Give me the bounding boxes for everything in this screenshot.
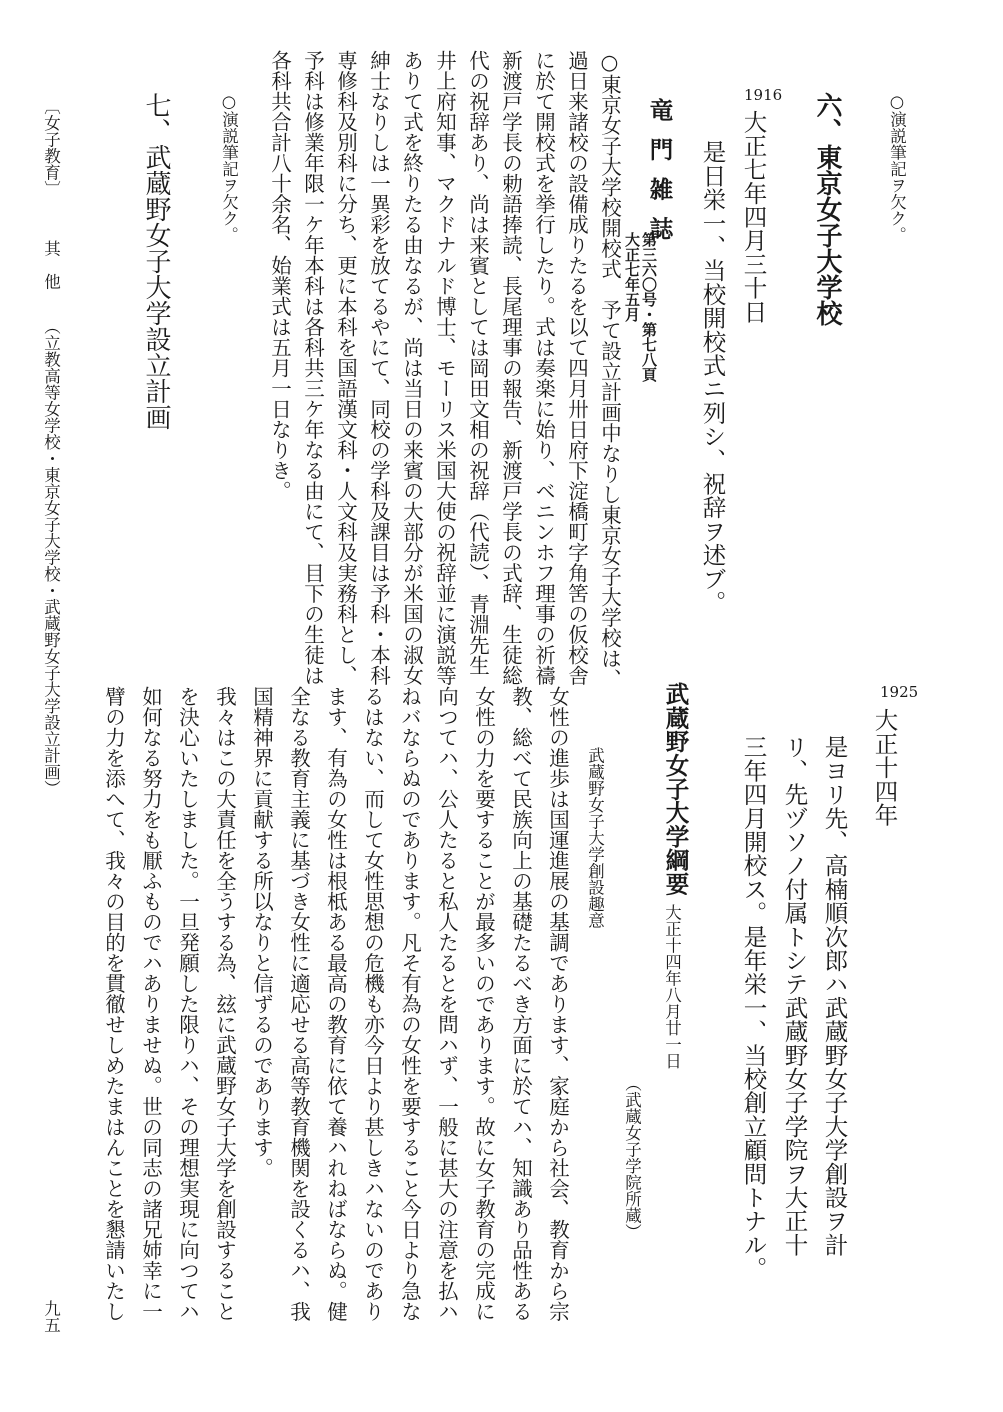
body-line: 新渡戸学長の勅語捧読、長尾理事の報告、新渡戸学長の式辞、生徒総 [498, 50, 523, 686]
running-book-title: 〔女子教育〕 [41, 98, 61, 197]
body-line: 紳士なりしは一異彩を放てるやにて、同校の学科及課目は予科・本科 [366, 50, 391, 686]
entry-date: 大正七年四月三十日 [739, 110, 768, 324]
year-number-1925: 1925 [880, 683, 919, 701]
body-line: に於て開校式を挙行したり。式は奏楽に始り、ベニンホフ理事の祈禱 [531, 50, 556, 686]
section-heading-7: 七、武蔵野女子大学設立計画 [141, 92, 171, 430]
body-line: 専修科及別科に分ち、更に本科を国語漢文科・人文科及実務科とし、 [333, 50, 358, 686]
era-year: 大正十四年 [870, 708, 899, 827]
body-line: るはない、而して女性思想の危機も亦今日より甚しきハないのであり [360, 686, 385, 1322]
sub-heading: 武蔵野女子大学創設趣意 [585, 747, 605, 929]
source-reference [623, 232, 657, 382]
body-line: 井上府知事、マクドナルド博士、モーリス米国大使の祝辞並に演説等 [432, 50, 457, 686]
year-number: 1916 [744, 86, 783, 104]
body-line: 過日来諸校の設備成りたるを以て四月卅日府下淀橋町字角筈の仮校舎 [564, 50, 589, 686]
body-line: 予科は修業年限一ケ年本科は各科共三ケ年なる由にて、目下の生徒は [300, 50, 325, 686]
body-line: ○東京女子大学校開校式 予て設立計画中なりし東京女子大学校は、 [597, 50, 622, 689]
entry-event: 是日栄一、当校開校式ニ列シ、祝辞ヲ述ブ。 [698, 140, 727, 614]
body-line: 全なる教育主義に基づき女性に適応せる高等教育機関を設くるハ、我 [286, 686, 311, 1322]
running-section-note: （立教高等女学校・東京女子大学校・武蔵野女子大学設立計画） [41, 318, 61, 797]
speech-note: ○演説筆記ヲ欠ク。 [219, 92, 239, 243]
body-line: ありて式を終りたる由なるが、尚は当日の来賓の大部分が米国の淑女 [399, 50, 424, 686]
page-number: 九五 [41, 1300, 61, 1333]
event-line: 是ヨリ先、高楠順次郎ハ武蔵野女子大学創設ヲ計 [820, 735, 849, 1257]
body-line: 女性の力を要することが最多いのであります。故に女子教育の完成に [471, 686, 496, 1322]
document-date: 大正十四年八月廿一日 [662, 904, 682, 1069]
body-line: 代の祝辞あり、尚は来賓としては岡田文相の祝辞（代読）、青淵先生 [465, 50, 490, 676]
body-line: 臂の力を添へて、我々の目的を貫徹せしめたまはんことを懇請いたし [101, 686, 126, 1322]
body-line: 我々はこの大責任を全うする為、玆に武蔵野女子大学を創設すること [212, 686, 237, 1322]
body-line: 各科共合計八十余名、始業式は五月一日なりき。 [267, 50, 292, 501]
running-category: 其 他 [41, 240, 61, 290]
body-line: 向つてハ、公人たると私人たるとを問ハず、一般に甚大の注意を払ハ [434, 686, 459, 1322]
document-title: 武蔵野女子大学綱要 [661, 682, 690, 896]
document-holder: （武蔵女子学院所蔵） [622, 1075, 642, 1240]
body-line: 国精神界に貢献する所以なりと信ずるのであります。 [249, 686, 274, 1178]
body-line: ねバならぬのであります。凡そ有為の女性を要すること今日より急な [397, 686, 422, 1322]
body-line: 女性の進歩は国運進展の基調であります、家庭から社会、教育から宗 [545, 686, 570, 1322]
event-line: リ、先ヅソノ付属トシテ武蔵野女子学院ヲ大正十 [780, 735, 809, 1257]
body-line: を決心いたしました。一旦発願した限りハ、その理想実現に向つてハ [175, 686, 200, 1322]
event-line: 三年四月開校ス。是年栄一、当校創立顧問トナル。 [739, 735, 768, 1281]
section-heading-6: 六、東京女子大学校 [812, 92, 842, 326]
body-line: 如何なる努力をも厭ふものでハありませぬ。世の同志の諸兄姉幸に一 [138, 686, 163, 1322]
body-line: ます、有為の女性は根柢ある最高の教育に依て養ハれねばならぬ。健 [323, 686, 348, 1322]
source-issue: 第三六〇号・第七八頁 [640, 232, 658, 382]
source-date: 大正七年五月 [623, 232, 641, 322]
body-line: 教、総べて民族向上の基礎たるべき方面に於てハ、知識あり品性ある [508, 686, 533, 1322]
source-title: 竜門雑誌 [645, 98, 674, 256]
previous-note: ○演説筆記ヲ欠ク。 [887, 92, 907, 243]
